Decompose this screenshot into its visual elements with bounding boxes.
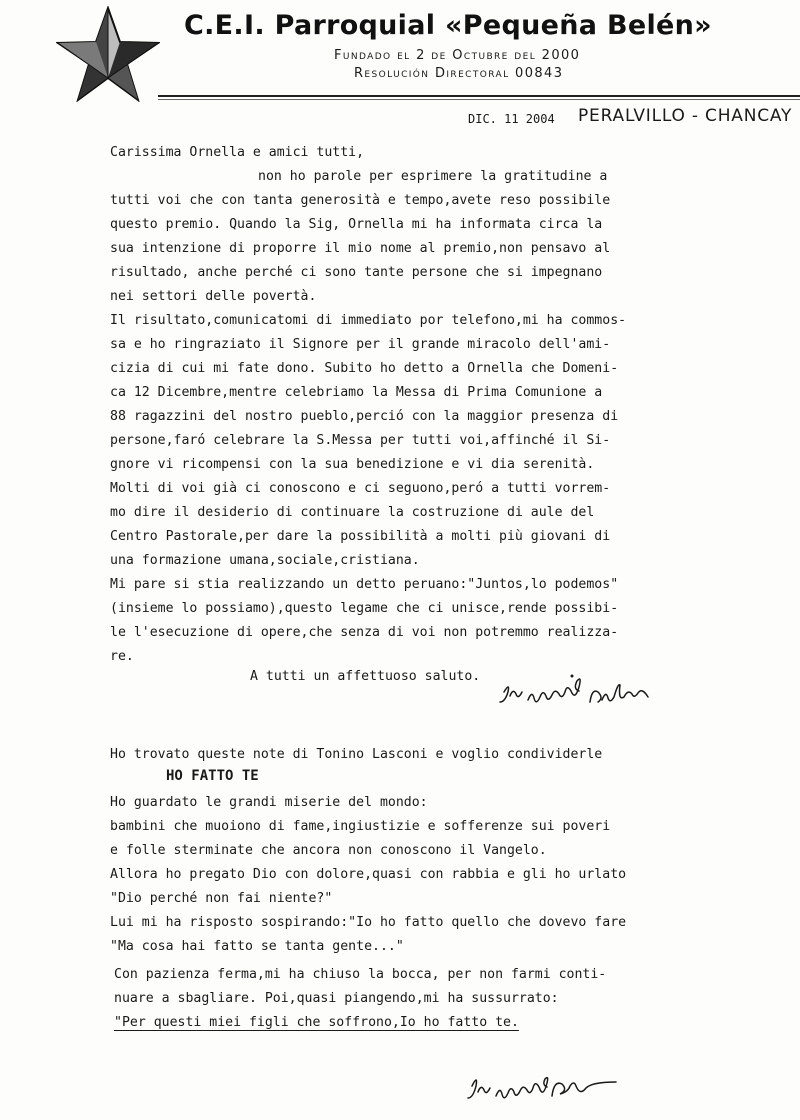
note-line: Lui mi ha risposto sospirando:"Io ho fatto quello che dovevo fare (110, 915, 627, 930)
letter-line: Mi pare si stia realizzando un detto peruano:"Juntos,lo podemos" (110, 577, 619, 592)
letter-line: ca 12 Dicembre,mentre celebriamo la Messa di Prima Comunione a (110, 385, 603, 400)
handwritten-signature (498, 672, 663, 718)
letter-line: Il risultato,comunicatomi di immediato por telefono,mi ha commos- (110, 313, 627, 328)
header-divider (158, 95, 800, 97)
letter-line: persone,faró celebrare la S.Messa per tutti voi,affinché il Si- (110, 433, 611, 448)
letter-line: Molti di voi già ci conoscono e ci seguono,peró a tutti vorrem- (110, 481, 611, 496)
letter-line: (insieme lo possiamo),questo legame che ci unisce,rende possibi- (110, 601, 619, 616)
letter-line: sa e ho ringraziato il Signore per il grande miracolo dell'ami- (110, 337, 611, 352)
letter-line: le l'esecuzione di opere,che senza di voi non potremmo realizza- (110, 625, 619, 640)
handwritten-signature-bottom (466, 1066, 632, 1114)
letter-line: questo premio. Quando la Sig, Ornella mi ha informata circa la (110, 217, 603, 232)
letter-line: 88 ragazzini del nostro pueblo,perció con la maggior presenza di (110, 409, 619, 424)
resolution-line: Resolución Directoral 00843 (354, 66, 564, 81)
letter-line: Centro Pastorale,per dare la possibilità a molti più giovani di (110, 529, 611, 544)
letter-place: PERALVILLO - CHANCAY (578, 106, 793, 126)
note-line: Allora ho pregato Dio con dolore,quasi con rabbia e gli ho urlato (110, 867, 627, 882)
note-line: "Ma cosa hai fatto se tanta gente..." (110, 939, 404, 954)
note-title: HO FATTO TE (166, 768, 259, 784)
letter-line: una formazione umana,sociale,cristiana. (110, 553, 420, 568)
header-divider-thin (158, 99, 800, 100)
letter-line: non ho parole per esprimere la gratitudine a (258, 169, 608, 184)
founded-line: Fundado el 2 de Octubre del 2000 (334, 48, 581, 63)
letter-line: risultado, anche perché ci sono tante persone che si impegnano (110, 265, 603, 280)
note-line: "Dio perché non fai niente?" (110, 891, 333, 906)
note-line: bambini che muoiono di fame,ingiustizie e sofferenze sui poveri (110, 819, 611, 834)
letter-line: gnore vi ricompensi con la sua benedizione e vi dia serenità. (110, 457, 595, 472)
letter-line: sua intenzione di proporre il mio nome al premio,non pensavo al (110, 241, 611, 256)
note-line: Ho guardato le grandi miserie del mondo: (110, 795, 428, 810)
letter-line: re. (110, 649, 134, 664)
note-line: Con pazienza ferma,mi ha chiuso la bocca, per non farmi conti- (114, 967, 607, 982)
note-line: nuare a sbagliare. Poi,quasi piangendo,mi ha sussurrato: (114, 991, 559, 1006)
closing-line: A tutti un affettuoso saluto. (250, 669, 481, 684)
star-logo-icon (56, 6, 160, 102)
note-quote: "Per questi miei figli che soffrono,Io ho fatto te. (114, 1015, 519, 1030)
letter-line: tutti voi che con tanta generosità e tempo,avete reso possibile (110, 193, 611, 208)
salutation: Carissima Ornella e amici tutti, (110, 145, 365, 160)
note-line: e folle sterminate che ancora non conoscono il Vangelo. (110, 843, 547, 858)
letter-line: mo dire il desiderio di continuare la costruzione di aule del (110, 505, 595, 520)
note-intro: Ho trovato queste note di Tonino Lasconi e voglio condividerle (110, 747, 603, 762)
organization-name: C.E.I. Parroquial «Pequeña Belén» (184, 10, 712, 41)
letter-date: DIC. 11 2004 (468, 112, 555, 126)
letter-line: cizia di cui mi fate dono. Subito ho detto a Ornella che Domeni- (110, 361, 619, 376)
letter-line: nei settori delle povertà. (110, 289, 317, 304)
